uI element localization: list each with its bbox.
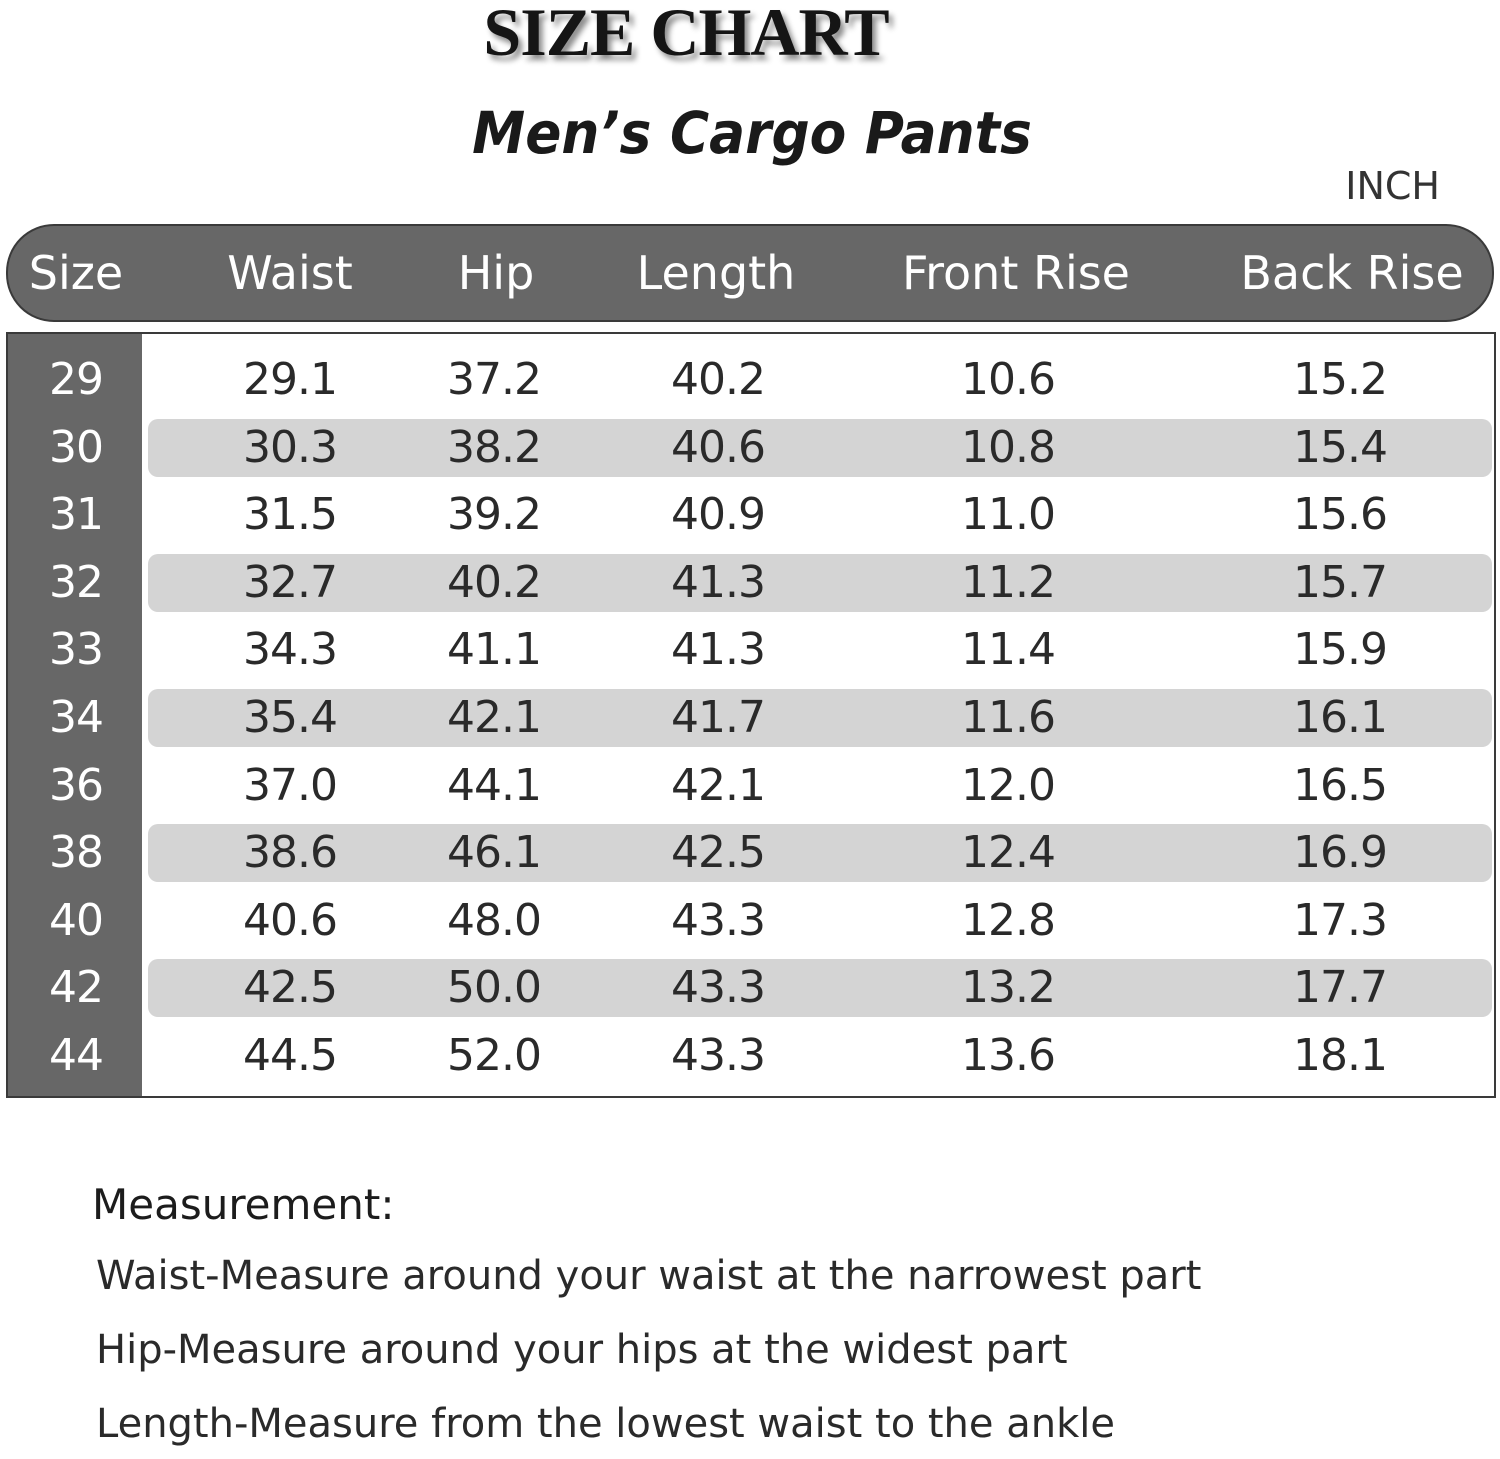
header-front-rise: Front Rise (902, 246, 1130, 300)
table-row (8, 887, 1494, 955)
header-back-rise: Back Rise (1240, 246, 1464, 300)
cell-front-rise: 12.0 (961, 759, 1055, 811)
cell-back-rise: 15.2 (1293, 354, 1387, 405)
cell-back-rise: 15.6 (1293, 489, 1387, 541)
cell-length: 43.3 (671, 1030, 765, 1081)
cell-length: 41.3 (671, 556, 765, 608)
header-hip: Hip (457, 246, 535, 300)
cell-back-rise: 17.3 (1293, 894, 1387, 946)
table-row (8, 549, 1494, 617)
table-row (8, 481, 1494, 549)
cell-size: 30 (49, 421, 103, 473)
cell-front-rise: 11.0 (961, 489, 1055, 541)
table-header (6, 224, 1494, 322)
cell-size: 31 (49, 489, 103, 541)
cell-hip: 50.0 (447, 962, 541, 1014)
cell-length: 41.3 (671, 624, 765, 676)
unit-label: INCH (1345, 164, 1440, 208)
table-row (8, 414, 1494, 482)
cell-front-rise: 12.8 (961, 894, 1055, 946)
table-row (8, 616, 1494, 684)
cell-front-rise: 11.4 (961, 624, 1055, 676)
cell-size: 33 (49, 624, 103, 676)
cell-front-rise: 13.6 (961, 1030, 1055, 1081)
cell-hip: 48.0 (447, 894, 541, 946)
cell-front-rise: 11.2 (961, 556, 1055, 608)
cell-back-rise: 17.7 (1293, 962, 1387, 1014)
measurement-hip: Hip-Measure around your hips at the widest part (96, 1327, 1068, 1373)
cell-waist: 40.6 (243, 894, 337, 946)
cell-size: 36 (49, 759, 103, 811)
cell-waist: 34.3 (243, 624, 337, 676)
cell-front-rise: 11.6 (961, 692, 1055, 743)
cell-length: 43.3 (671, 894, 765, 946)
cell-back-rise: 16.5 (1293, 759, 1387, 811)
table-row (8, 954, 1494, 1022)
cell-front-rise: 12.4 (961, 827, 1055, 879)
cell-hip: 37.2 (447, 354, 541, 405)
cell-length: 41.7 (671, 692, 765, 743)
cell-waist: 31.5 (243, 489, 337, 541)
cell-back-rise: 15.4 (1293, 421, 1387, 473)
cell-length: 40.6 (671, 421, 765, 473)
cell-waist: 30.3 (243, 421, 337, 473)
measurement-waist: Waist-Measure around your waist at the narrowest part (96, 1253, 1202, 1299)
table-row (8, 1022, 1494, 1090)
measurement-length: Length-Measure from the lowest waist to the ankle (96, 1401, 1115, 1447)
cell-hip: 44.1 (447, 759, 541, 811)
cell-front-rise: 10.6 (961, 354, 1055, 405)
cell-hip: 40.2 (447, 556, 541, 608)
table-row (8, 684, 1494, 752)
page-subtitle: Men’s Cargo Pants (472, 99, 1032, 167)
cell-size: 42 (49, 962, 103, 1014)
cell-hip: 46.1 (447, 827, 541, 879)
cell-length: 43.3 (671, 962, 765, 1014)
cell-waist: 44.5 (243, 1030, 337, 1081)
measurement-heading: Measurement: (92, 1180, 395, 1229)
cell-waist: 37.0 (243, 759, 337, 811)
cell-size: 34 (49, 692, 103, 743)
cell-back-rise: 15.7 (1293, 556, 1387, 608)
cell-length: 40.2 (671, 354, 765, 405)
cell-back-rise: 16.9 (1293, 827, 1387, 879)
cell-hip: 42.1 (447, 692, 541, 743)
cell-waist: 32.7 (243, 556, 337, 608)
cell-hip: 41.1 (447, 624, 541, 676)
table-row (8, 752, 1494, 820)
cell-front-rise: 13.2 (961, 962, 1055, 1014)
cell-hip: 38.2 (447, 421, 541, 473)
header-waist: Waist (227, 246, 353, 300)
cell-waist: 42.5 (243, 962, 337, 1014)
cell-size: 44 (49, 1030, 103, 1081)
cell-length: 42.1 (671, 759, 765, 811)
cell-waist: 29.1 (243, 354, 337, 405)
cell-length: 42.5 (671, 827, 765, 879)
header-size: Size (28, 246, 124, 300)
cell-hip: 39.2 (447, 489, 541, 541)
size-table (6, 332, 1496, 1098)
cell-hip: 52.0 (447, 1030, 541, 1081)
cell-back-rise: 16.1 (1293, 692, 1387, 743)
cell-waist: 38.6 (243, 827, 337, 879)
cell-size: 29 (49, 354, 103, 405)
table-row (8, 819, 1494, 887)
cell-length: 40.9 (671, 489, 765, 541)
cell-waist: 35.4 (243, 692, 337, 743)
cell-back-rise: 18.1 (1293, 1030, 1387, 1081)
cell-size: 32 (49, 556, 103, 608)
table-row (8, 346, 1494, 414)
cell-size: 38 (49, 827, 103, 879)
cell-back-rise: 15.9 (1293, 624, 1387, 676)
cell-front-rise: 10.8 (961, 421, 1055, 473)
header-length: Length (636, 246, 796, 300)
page-title: SIZE CHART (483, 0, 889, 70)
cell-size: 40 (49, 894, 103, 946)
